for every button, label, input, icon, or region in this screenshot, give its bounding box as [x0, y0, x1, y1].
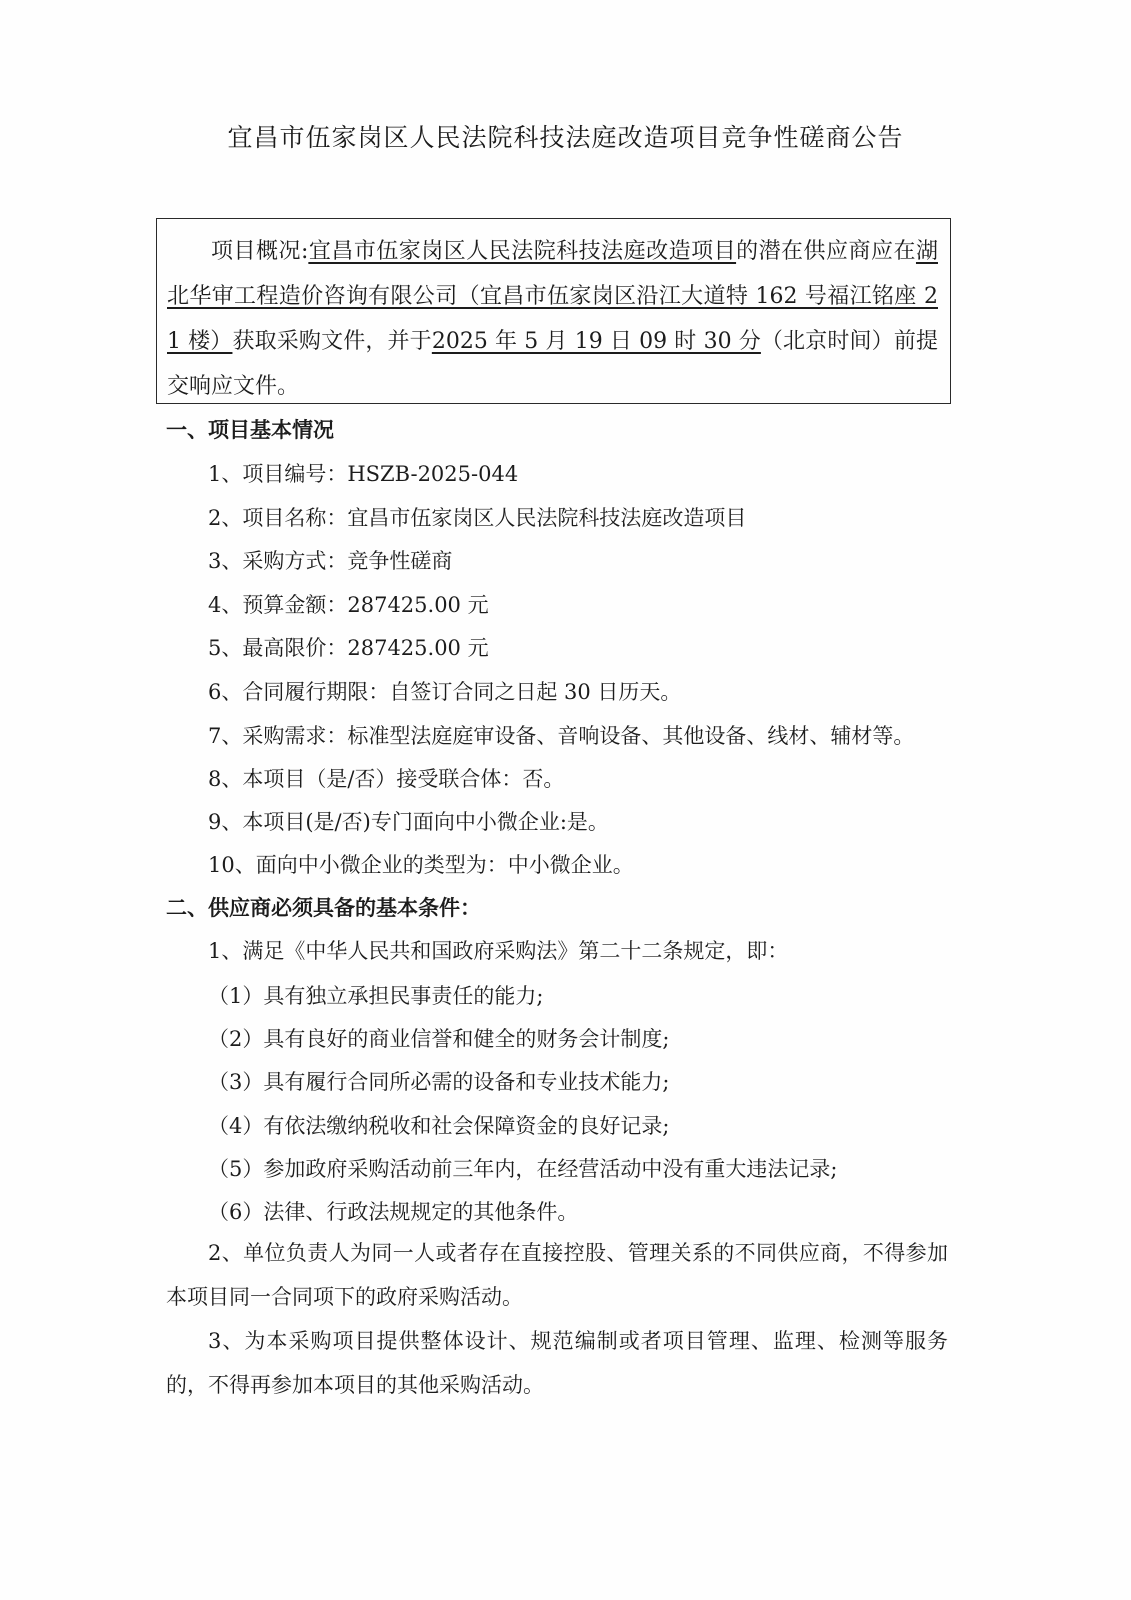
overview-agency: 湖北华审工程造价咨询有限公司（宜昌市伍家岗区沿江大道特 162 号福江铭座 21 楼）: [167, 239, 938, 354]
overview-text-1: 的潜在供应商应在: [736, 239, 916, 264]
section-2-heading: 二、供应商必须具备的基本条件：: [166, 895, 481, 920]
section-1-item: 6、合同履行期限：自签订合同之日起 30 日历天。: [208, 680, 682, 704]
project-overview-text: [167, 229, 938, 409]
project-overview-box: [156, 218, 951, 404]
overview-project-name: 宜昌市伍家岗区人民法院科技法庭改造项目: [308, 239, 737, 264]
condition-sub-item: （2）具有良好的商业信誉和健全的财务会计制度;: [208, 1027, 670, 1051]
section-1-item: 9、本项目(是/否)专门面向中小微企业:是。: [208, 810, 609, 834]
condition-sub-item: （6）法律、行政法规规定的其他条件。: [208, 1200, 579, 1224]
section-1-item: 10、面向中小微企业的类型为：中小微企业。: [208, 853, 634, 877]
condition-sub-item: （4）有依法缴纳税收和社会保障资金的良好记录;: [208, 1114, 670, 1138]
overview-text-2: 获取采购文件，并于: [232, 329, 432, 354]
section-1-item: 3、采购方式：竞争性磋商: [208, 549, 453, 573]
section-2-item-2: 2、单位负责人为同一人或者存在直接控股、管理关系的不同供应商，不得参加本项目同一合同项下的政府采购活动。: [166, 1241, 948, 1309]
overview-deadline: 2025 年 5 月 19 日 09 时 30 分: [431, 329, 761, 354]
section-2-item-1: 1、满足《中华人民共和国政府采购法》第二十二条规定，即：: [208, 939, 789, 963]
section-1-item: 5、最高限价：287425.00 元: [208, 636, 489, 660]
condition-sub-item: （3）具有履行合同所必需的设备和专业技术能力;: [208, 1070, 670, 1094]
section-1-item: 7、采购需求：标准型法庭庭审设备、音响设备、其他设备、线材、辅材等。: [208, 724, 915, 748]
condition-sub-item: （5）参加政府采购活动前三年内，在经营活动中没有重大违法记录;: [208, 1157, 838, 1181]
overview-label: 项目概况:: [211, 239, 309, 264]
overview-text-3: （北京时间）前提交响应文件。: [167, 329, 938, 399]
section-1-item: 2、项目名称：宜昌市伍家岗区人民法院科技法庭改造项目: [208, 506, 747, 530]
section-1-item: 8、本项目（是/否）接受联合体：否。: [208, 767, 565, 791]
section-1-heading: 一、项目基本情况: [166, 417, 334, 442]
condition-sub-item: （1）具有独立承担民事责任的能力;: [208, 984, 544, 1008]
section-1-item: 4、预算金额：287425.00 元: [208, 593, 489, 617]
section-2-item-3: 3、为本采购项目提供整体设计、规范编制或者项目管理、监理、检测等服务的，不得再参加本项目的其他采购活动。: [166, 1329, 948, 1397]
document-title: 宜昌市伍家岗区人民法院科技法庭改造项目竞争性磋商公告: [227, 123, 904, 152]
section-1-item: 1、项目编号：HSZB-2025-044: [208, 462, 519, 486]
